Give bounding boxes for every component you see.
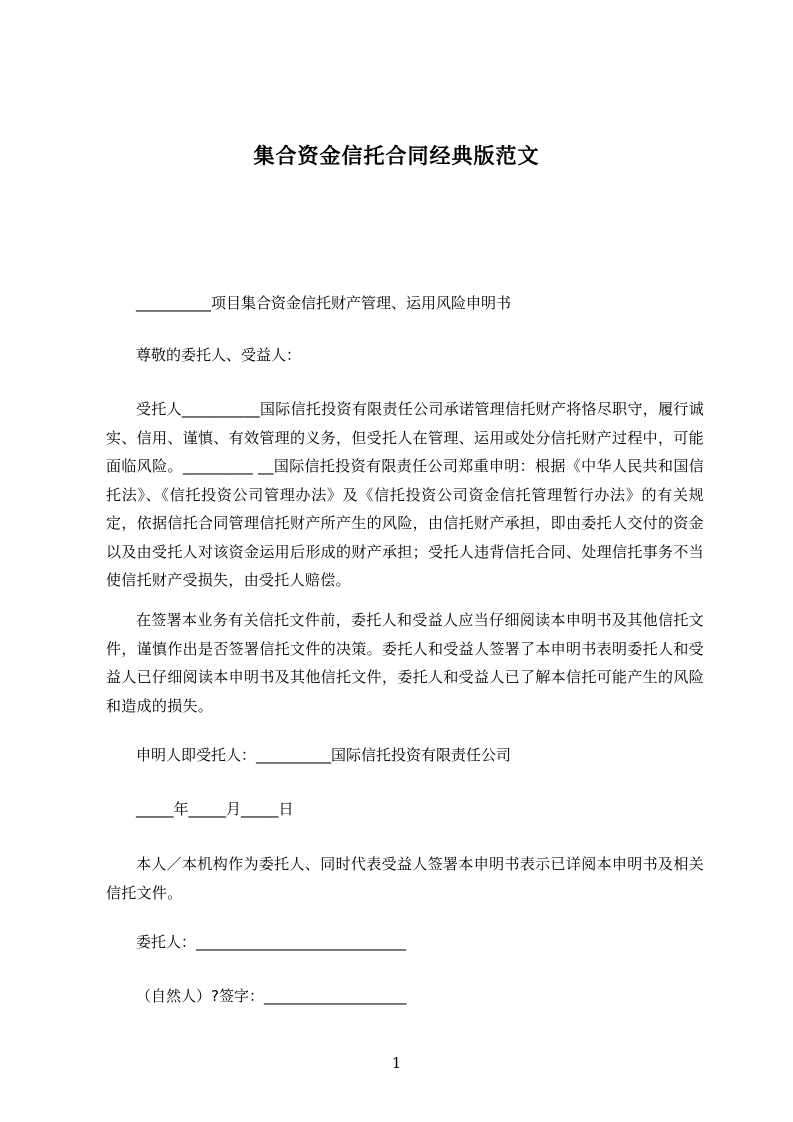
declarant-line: 申明人即受托人：__________国际信托投资有限责任公司 <box>136 746 512 764</box>
natural-person-signature-line: （自然人）?签字：___________________ <box>136 987 407 1005</box>
paragraph-acknowledgement: 本人／本机构作为委托人、同时代表受益人签署本申明书表示已详阅本申明书及相关信托文件。 <box>106 855 704 902</box>
principal-signature-line: 委托人：____________________________ <box>136 933 407 951</box>
document-title: 集合资金信托合同经典版范文 <box>253 144 540 168</box>
page-number: 1 <box>391 1054 402 1072</box>
statement-heading: __________项目集合资金信托财产管理、运用风险申明书 <box>136 294 512 312</box>
date-line: _____年_____月_____日 <box>136 800 294 818</box>
paragraph-reading-notice: 在签署本业务有关信托文件前，委托人和受益人应当仔细阅读本申明书及其他信托文件，谨慎作出是否签署信托文件的决策。委托人和受益人签署了本申明书表明委托人和受益人已仔细阅读本申明书及其他信托文件，委托人和受益人已了解本信托可能产生的风险和造成的损失。 <box>106 611 704 715</box>
paragraph-trustee-obligations: 受托人__________国际信托投资有限责任公司承诺管理信托财产将恪尽职守，履行诚实、信用、谨慎、有效管理的义务，但受托人在管理、运用或处分信托财产过程中，可能面临风险。_________ __国际信托投资有限责任公司郑重申明：根据《中华人民共和国信托法》、《信托投资公司管理办法》及《信托投资公司资金信托管理暂行办法》的有关规定，依据信托合同管理信托财产所产生的风险，由信托财产承担，即由委托人交付的资金以及由受托人对该资金运用后形成的财产承担；受托人违背信托合同、处理信托事务不当使信托财产受损失，由受托人赔偿。 <box>106 400 704 589</box>
salutation: 尊敬的委托人、受益人： <box>136 346 302 364</box>
